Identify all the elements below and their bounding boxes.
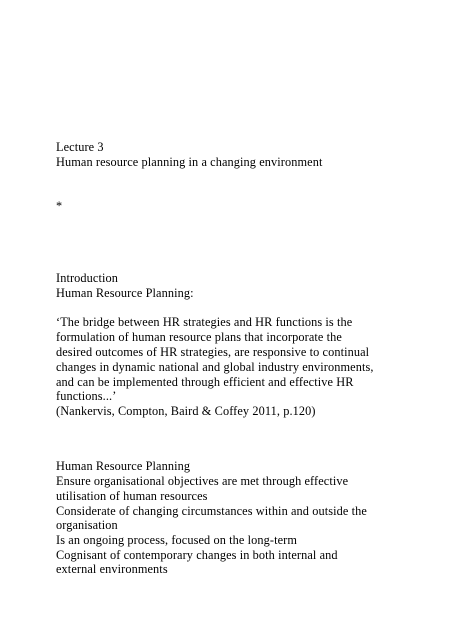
- hrp-line: utilisation of human resources: [56, 489, 208, 503]
- quote-line: desired outcomes of HR strategies, are responsive to continual: [56, 345, 370, 359]
- hrp-line: external environments: [56, 562, 168, 576]
- hrp-line: organisation: [56, 518, 118, 532]
- lecture-title: Human resource planning in a changing environment: [56, 155, 323, 169]
- hrp-line: Ensure organisational objectives are met through effective: [56, 474, 349, 488]
- slide-separator-asterisk: *: [56, 199, 63, 213]
- quote-line: and can be implemented through efficient and effective HR: [56, 375, 354, 389]
- hrp-line: Considerate of changing circumstances within and outside the: [56, 504, 367, 518]
- hrp-heading: Human Resource Planning: [56, 459, 191, 473]
- quote-line: ‘The bridge between HR strategies and HR functions is the: [56, 315, 353, 329]
- quote-line: changes in dynamic national and global industry environments,: [56, 360, 374, 374]
- hrp-line: Is an ongoing process, focused on the long-term: [56, 533, 298, 547]
- lecture-label: Lecture 3: [56, 140, 104, 154]
- hrp-line: Cognisant of contemporary changes in both internal and: [56, 548, 338, 562]
- quote-line: formulation of human resource plans that incorporate the: [56, 330, 342, 344]
- intro-subheading: Human Resource Planning:: [56, 286, 194, 300]
- quote-line: functions...’: [56, 389, 117, 403]
- citation: (Nankervis, Compton, Baird & Coffey 2011, p.120): [56, 404, 316, 418]
- intro-heading: Introduction: [56, 271, 118, 285]
